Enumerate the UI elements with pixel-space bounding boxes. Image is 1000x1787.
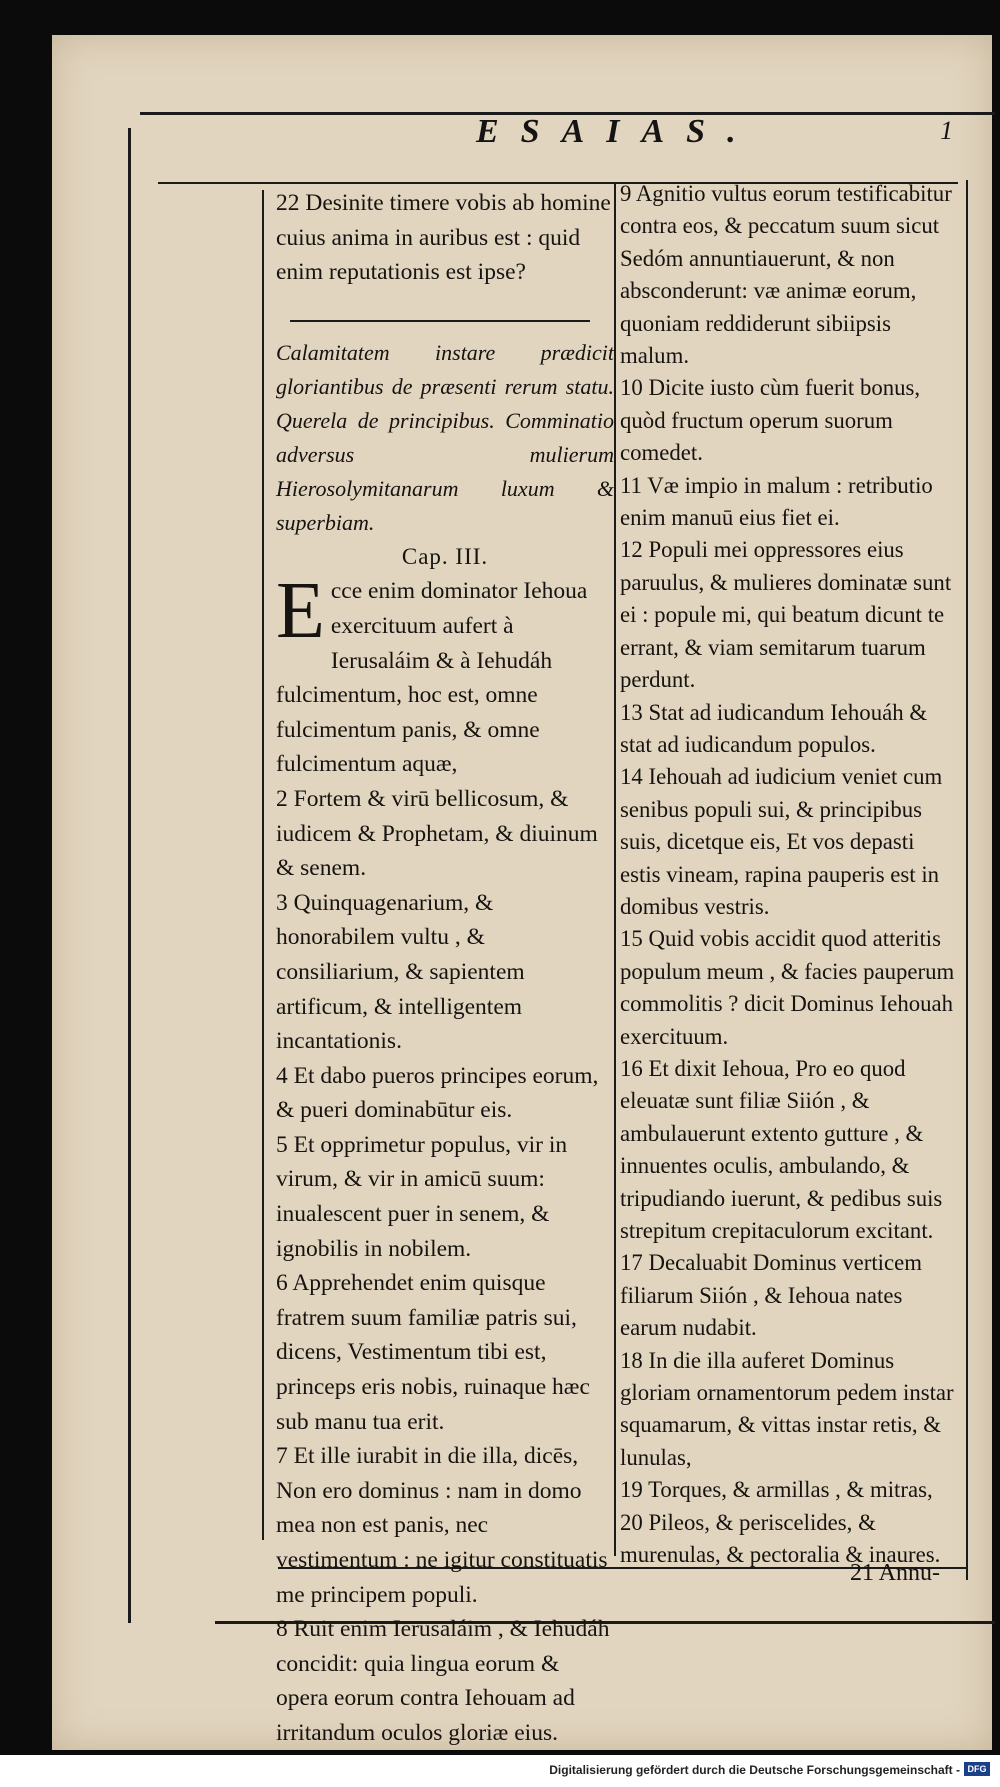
left-column — [276, 186, 614, 1751]
verse-5: 5 Et opprimetur populus, vir in virum, & vir in amicū suum: inualescent puer in senem, & ignobilis in nobilem. — [276, 1131, 568, 1262]
column-divider — [614, 184, 616, 1556]
left-outer-border — [128, 128, 131, 1623]
verse-10: 10 Dicite iusto cùm fuerit bonus, quòd fructum operum suorum comedet. — [620, 375, 921, 466]
running-title: ESAIAS. — [476, 113, 758, 150]
digitization-footer — [0, 1755, 1000, 1787]
drop-capital: E — [276, 567, 325, 656]
verse-17: 17 Decaluabit Dominus verticem filiarum Siión , & Iehoua nates earum nudabit. — [620, 1250, 922, 1341]
right-column-border — [966, 180, 968, 1580]
verse-7: 7 Et ille iurabit in die illa, dicēs, Non ero dominus : nam in domo mea non est panis, nec vestimentum : ne igitur constituatis me principem populi. — [276, 1443, 608, 1608]
verse-14: 14 Iehouah ad iudicium veniet cum senibus populi sui, & principibus suis, dicetque eis, Et vos depasti estis vineam, rapina pauperis est in domibus vestris. — [620, 764, 943, 919]
verse-9: 9 Agnitio vultus eorum testificabitur contra eos, & peccatum suum sicut Sedóm annuntiauerunt, & non absconderunt: væ animæ eorum, quoniam reddiderunt sibiipsis malum. — [620, 181, 952, 369]
verse-4: 4 Et dabo pueros principes eorum, & pueri dominabūtur eis. — [276, 1062, 599, 1124]
verse-22: 22 Desinite timere vobis ab homine cuius anima in auribus est : quid enim reputationis est ipse? — [276, 190, 611, 286]
verse-1 — [276, 567, 614, 782]
verse-16: 16 Et dixit Iehoua, Pro eo quod eleuatæ sunt filiæ Siión , & ambulauerunt extento gutture , & innuentes oculis, ambulando, & tripudiando iuerunt, & pedibus suis strepitum crepitaculorum excitant. — [620, 1055, 943, 1243]
left-column-border — [262, 190, 264, 1540]
verse-3: 3 Quinquagenarium, & honorabilem vultu , & consiliarium, & sapientem artificum, & intelligentem incantationis. — [276, 889, 525, 1055]
chapter-summary: Calamitatem instare prædicit gloriantibus de præsenti rerum statu. Querela de principibus. Comminatio adversus mulierum Hierosolymitanarum luxum & superbiam. — [276, 339, 614, 535]
chapter-heading: Cap. III. — [401, 543, 489, 569]
verse-1-text: cce enim dominator Iehoua exercituum aufert à Ierusaláim & à Iehudáh fulcimentum, hoc est, omne fulcimentum panis, & omne fulcimentum aquæ, — [276, 578, 588, 778]
folio-number: 1 — [940, 116, 953, 145]
catchword: 21 Annu- — [850, 1560, 940, 1586]
verse-19: 19 Torques, & armillas , & mitras, — [620, 1477, 933, 1503]
verse-18: 18 In die illa auferet Dominus gloriam ornamentorum pedem instar squamarum, & vittas instar retis, & lunulas, — [620, 1347, 954, 1470]
verse-13: 13 Stat ad iudicandum Iehouáh & stat ad iudicandum populos. — [620, 699, 928, 757]
verse-15: 15 Quid vobis accidit quod atteritis populum meum , & facies pauperum commolitis ? dicit Dominus Iehouah exercituum. — [620, 926, 955, 1049]
dfg-logo-icon: DFG — [964, 1762, 990, 1776]
verse-20: 20 Pileos, & periscelides, & murenulas, & pectoralia & inaures. — [620, 1509, 941, 1568]
verse-11: 11 Væ impio in malum : retributio enim manuū eius fiet ei. — [620, 472, 933, 531]
right-column — [620, 178, 960, 1571]
verse-2: 2 Fortem & virū bellicosum, & iudicem & Prophetam, & diuinum & senem. — [276, 785, 598, 882]
verse-6: 6 Apprehendet enim quisque fratrem suum familiæ patris sui, dicens, Vestimentum tibi est, princeps eris nobis, ruinaque hæc sub manu tua erit. — [276, 1270, 590, 1435]
funding-credit: Digitalisierung gefördert durch die Deutsche Forschungsgemeinschaft - — [549, 1763, 960, 1777]
verse-8: 8 Ruit enim Ierusaláim , & Iehudáh concidit: quia lingua eorum & opera eorum contra Iehouam ad irritandum oculos gloriæ eius. — [276, 1616, 610, 1746]
verse-12: 12 Populi mei oppressores eius paruulus, & mulieres dominatæ sunt ei : popule mi, qui beatum dicunt te errant, & viam semitarum tuarum perdunt. — [620, 537, 952, 693]
